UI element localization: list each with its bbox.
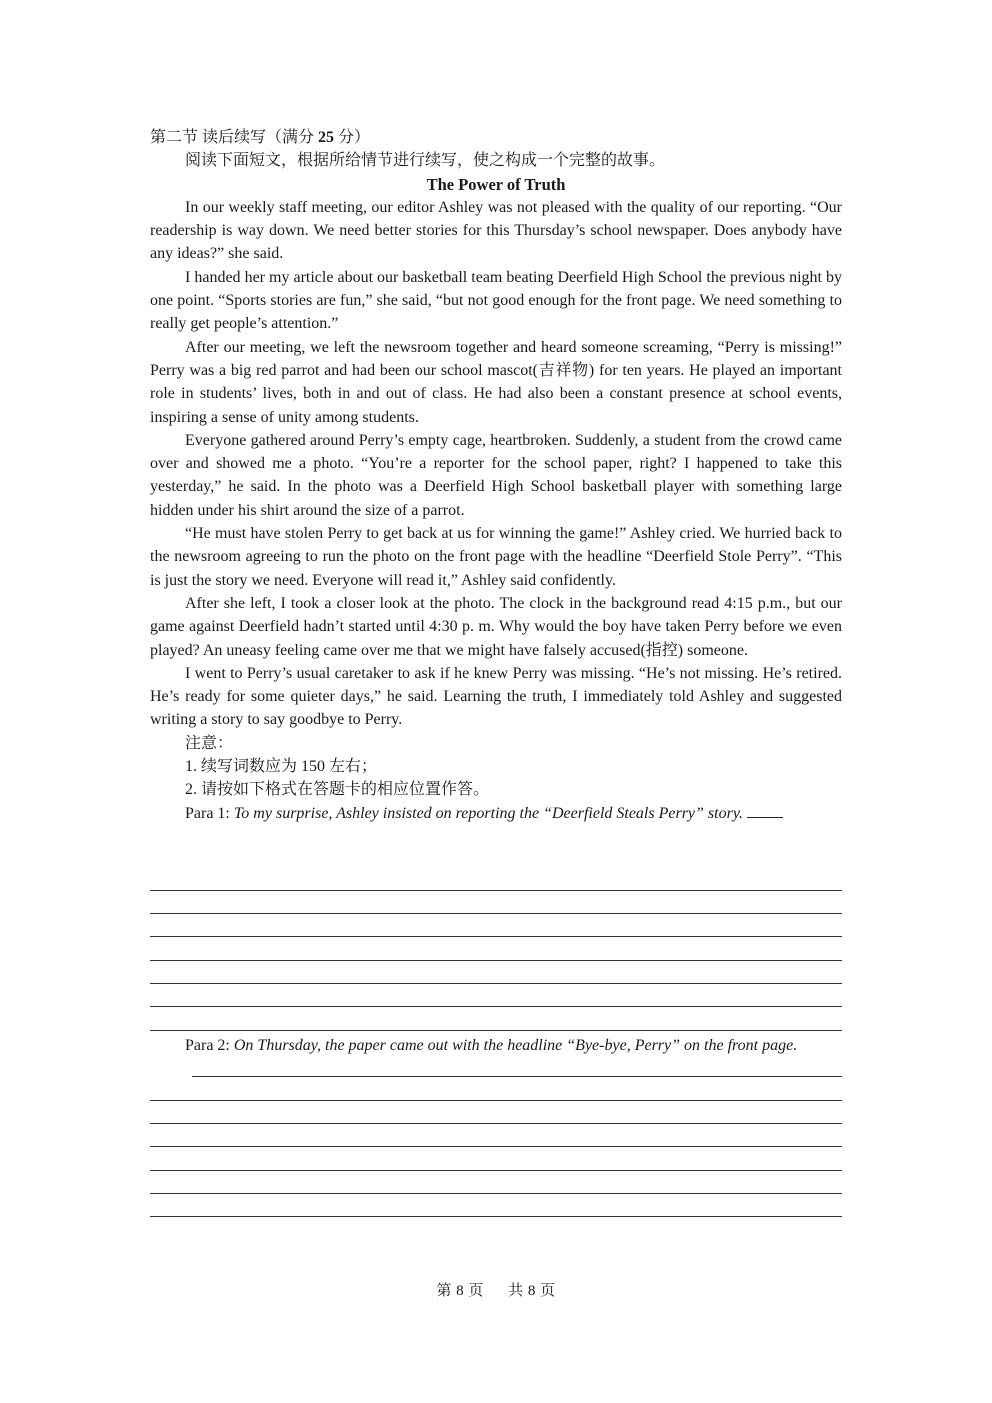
story-paragraph-3: After our meeting, we left the newsroom together and heard someone screaming, “Perry is missing!” Perry was a big red parrot and had been our school mascot(吉祥物) for ten years. He played an important role in students’ lives, both in and out of class. He had also been a constant presence at school events, inspiring a sense of unity among students.: [150, 338, 842, 426]
section-instruction: 阅读下面短文，根据所给情节进行续写，使之构成一个完整的故事。: [185, 152, 666, 170]
para1-writing-line[interactable]: [150, 1006, 842, 1007]
page-number: 第 8 页: [436, 1283, 484, 1299]
story-paragraph-2: I handed her my article about our basketball team beating Deerfield High School the previous night by one point. “Sports stories are fun,” she said, “but not good enough for the front page. We need something to really get people’s attention.”: [150, 268, 842, 333]
story-paragraph-6: After she left, I took a closer look at the photo. The clock in the background read 4:15 p.m., but our game against Deerfield hadn’t started until 4:30 p. m. Why would the boy have taken Perry before we even played? An uneasy feeling came over me that we might have falsely accused(指控) someone.: [150, 594, 842, 659]
notes-item-2: 2. 请按如下格式在答题卡的相应位置作答。: [185, 781, 490, 799]
para1-writing-line[interactable]: [150, 983, 842, 984]
para2-prompt: [150, 1034, 842, 1057]
section-heading: [150, 126, 842, 149]
para1-text: To my surprise, Ashley insisted on reporting the “Deerfield Steals Perry” story.: [233, 804, 744, 822]
para1-writing-line[interactable]: [150, 913, 842, 914]
para1-writing-line[interactable]: [150, 960, 842, 961]
section-score: 25: [318, 129, 335, 146]
para2-label: Para 2:: [185, 1037, 234, 1054]
para2-text: On Thursday, the paper came out with the headline “Bye-bye, Perry” on the front page.: [233, 1037, 798, 1054]
story-paragraph-7: I went to Perry’s usual caretaker to ask if he knew Perry was missing. “He’s not missing. He’s retired. He’s ready for some quieter days,” he said. Learning the truth, I immediately told Ashley and suggested writing a story to say goodbye to Perry.: [150, 664, 842, 729]
para1-writing-line[interactable]: [150, 890, 842, 891]
story-paragraph-4: Everyone gathered around Perry’s empty cage, heartbroken. Suddenly, a student from the crowd came over and showed me a photo. “You’re a reporter for the school paper, right? I happened to take this yesterday,” he said. In the photo was a Deerfield High School basketball player with something large hidden under his shirt around the size of a parrot.: [150, 431, 842, 519]
notes-label: 注意：: [185, 734, 234, 752]
story-title: The Power of Truth: [426, 174, 566, 194]
para2-inline-line[interactable]: [192, 1076, 842, 1077]
para2-writing-line[interactable]: [150, 1170, 842, 1171]
para2-writing-line[interactable]: [150, 1146, 842, 1147]
para1-writing-line[interactable]: [150, 1030, 842, 1031]
notes-item-1: 1. 续写词数应为 150 左右；: [185, 758, 378, 776]
para2-writing-line[interactable]: [150, 1123, 842, 1124]
para1-prompt: [150, 802, 842, 825]
para2-writing-line[interactable]: [150, 1193, 842, 1194]
para2-writing-line[interactable]: [150, 1100, 842, 1101]
content-area: [150, 126, 842, 825]
para1-label: Para 1:: [185, 804, 234, 822]
story-paragraph-5: “He must have stolen Perry to get back at us for winning the game!” Ashley cried. We hurried back to the newsroom agreeing to run the photo on the front page with the headline “Deerfield Stole Perry”. “This is just the story we need. Everyone will read it,” Ashley said confidently.: [150, 525, 842, 589]
section-heading-suffix: 分）: [334, 129, 371, 146]
story-paragraph-1: In our weekly staff meeting, our editor Ashley was not pleased with the quality of our reporting. “Our readership is way down. We need better stories for this Thursday’s school newspaper. Does anybody have any ideas?” she said.: [150, 198, 842, 263]
page-footer: [0, 1279, 992, 1300]
para2-block: [150, 1034, 842, 1057]
para1-writing-line[interactable]: [150, 936, 842, 937]
para1-inline-blank[interactable]: [747, 803, 783, 818]
para2-writing-line[interactable]: [150, 1216, 842, 1217]
page-total: 共 8 页: [508, 1283, 556, 1299]
section-heading-prefix: 第二节 读后续写（满分: [150, 129, 319, 146]
